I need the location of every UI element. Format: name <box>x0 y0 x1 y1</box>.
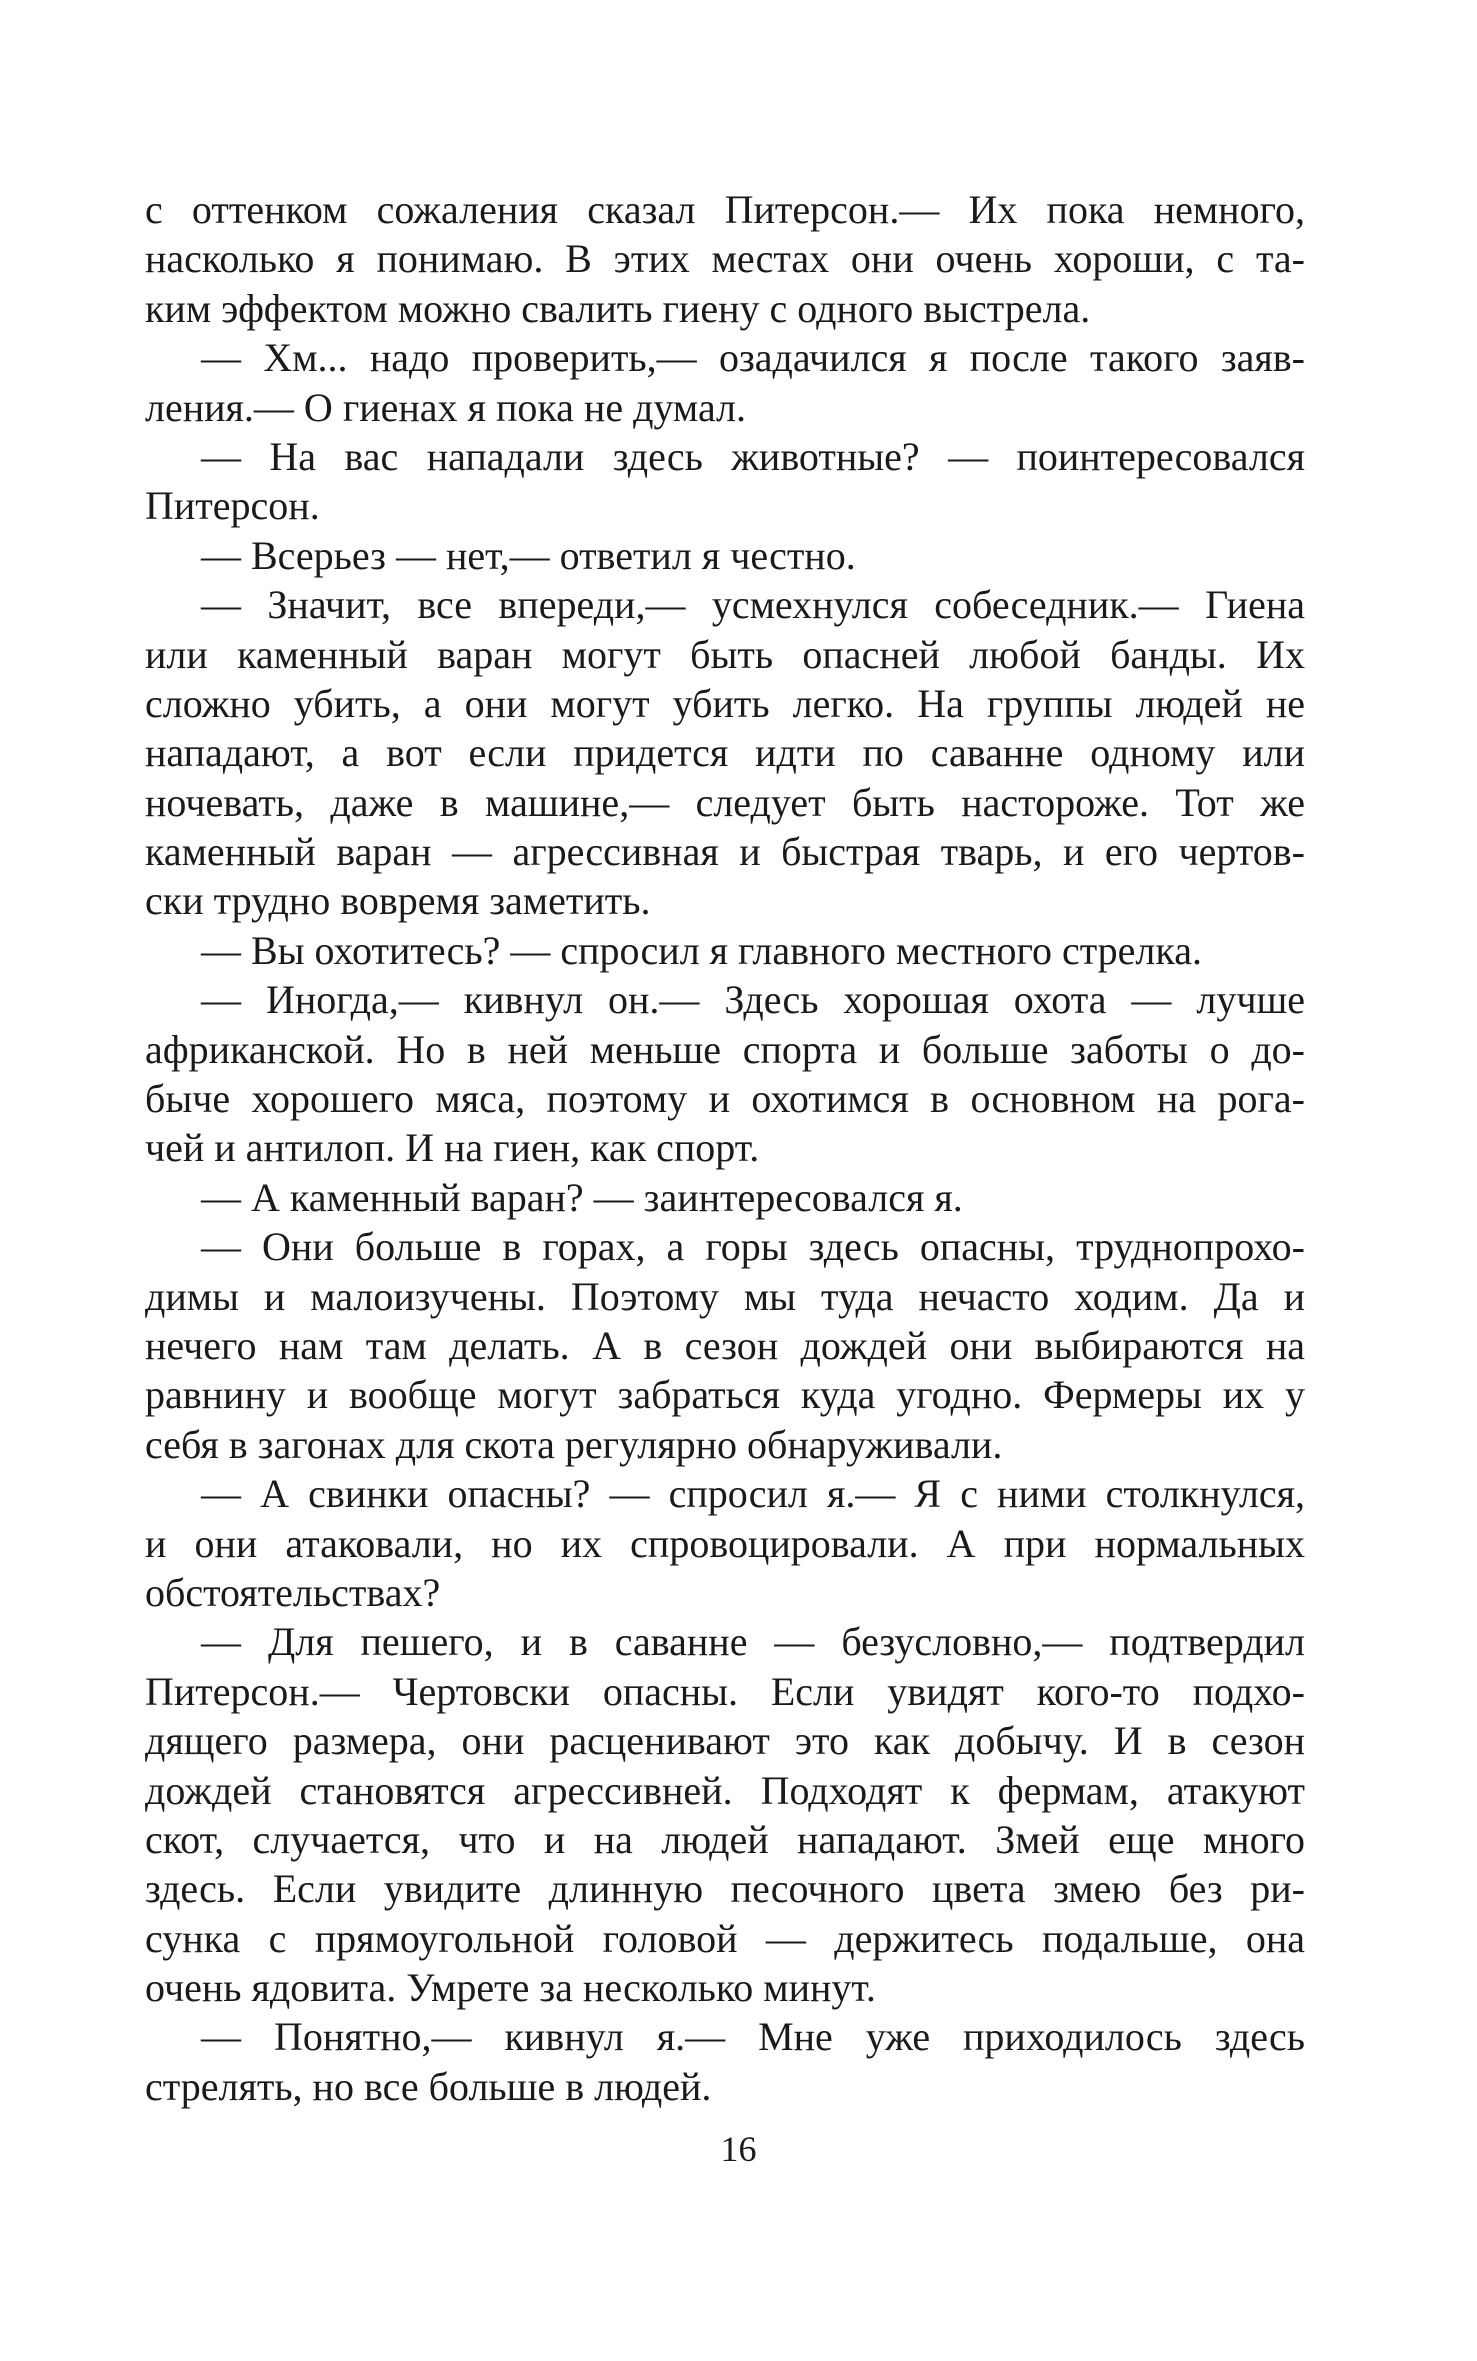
text-line: нападают, а вот если придется идти по саванне одному или <box>145 730 1305 776</box>
text-line: — Вы охотитесь? — спросил я главного местного стрелка. <box>201 927 1202 973</box>
text-line: сунка с прямоугольной головой — держитесь подальше, она <box>145 1915 1305 1961</box>
text-line: африканской. Но в ней меньше спорта и больше заботы о до- <box>145 1026 1305 1072</box>
text-line: — А свинки опасны? — спросил я.— Я с ними столкнулся, <box>201 1471 1305 1517</box>
text-line: — Для пешего, и в саванне — безусловно,— подтвердил <box>201 1619 1305 1665</box>
text-line: очень ядовита. Умрете за несколько минут. <box>145 1965 876 2011</box>
text-line: чей и антилоп. И на гиен, как спорт. <box>145 1125 760 1171</box>
text-line: обстоятельствах? <box>145 1569 441 1615</box>
text-line: Питерсон. <box>145 483 320 529</box>
text-line: ски трудно вовремя заметить. <box>145 878 651 924</box>
text-line: дящего размера, они расценивают это как добычу. И в сезон <box>145 1718 1305 1764</box>
text-line: — Понятно,— кивнул я.— Мне уже приходилось здесь <box>201 2014 1305 2060</box>
text-line: скот, случается, что и на людей нападают. Змей еще много <box>145 1816 1305 1862</box>
text-line: — Значит, все впереди,— усмехнулся собеседник.— Гиена <box>201 582 1305 628</box>
body-text <box>145 185 1305 2111</box>
text-line: себя в загонах для скота регулярно обнаруживали. <box>145 1421 1003 1467</box>
text-line: дождей становятся агрессивней. Подходят к фермам, атакуют <box>145 1767 1305 1813</box>
text-line: — Хм... надо проверить,— озадачился я после такого заяв- <box>201 335 1305 381</box>
text-line: ления.— О гиенах я пока не думал. <box>145 384 747 430</box>
text-line: быче хорошего мяса, поэтому и охотимся в основном на рога- <box>145 1076 1305 1122</box>
text-line: Питерсон.— Чертовски опасны. Если увидят кого-то подхо- <box>145 1668 1305 1714</box>
text-line: равнину и вообще могут забраться куда угодно. Фермеры их у <box>145 1372 1305 1418</box>
text-line: — Иногда,— кивнул он.— Здесь хорошая охота — лучше <box>201 977 1305 1023</box>
text-line: каменный варан — агрессивная и быстрая тварь, и его чертов- <box>145 829 1305 875</box>
text-line: димы и малоизучены. Поэтому мы туда нечасто ходим. Да и <box>145 1273 1305 1319</box>
text-line: — На вас нападали здесь животные? — поинтересовался <box>201 433 1305 479</box>
text-line: сложно убить, а они могут убить легко. На группы людей не <box>145 680 1305 726</box>
text-line: или каменный варан могут быть опасней любой банды. Их <box>145 631 1305 677</box>
text-line: здесь. Если увидите длинную песочного цвета змею без ри- <box>145 1866 1305 1912</box>
text-line: и они атаковали, но их спровоцировали. А при нормальных <box>145 1520 1305 1566</box>
text-line: — Они больше в горах, а горы здесь опасны, труднопрохо- <box>201 1224 1305 1270</box>
page-number: 16 <box>720 2129 757 2169</box>
text-line: с оттенком сожаления сказал Питерсон.— Их пока немного, <box>145 187 1305 232</box>
text-line: насколько я понимаю. В этих местах они очень хороши, с та- <box>145 236 1305 282</box>
text-line: ночевать, даже в машине,— следует быть настороже. Тот же <box>145 779 1305 825</box>
text-line: — Всерьез — нет,— ответил я честно. <box>201 532 856 578</box>
text-line: — А каменный варан? — заинтересовался я. <box>201 1174 963 1220</box>
text-line: нечего нам там делать. А в сезон дождей они выбираются на <box>145 1322 1305 1368</box>
text-line: стрелять, но все больше в людей. <box>145 2063 712 2109</box>
text-line: ким эффектом можно свалить гиену с одного выстрела. <box>145 285 1091 331</box>
